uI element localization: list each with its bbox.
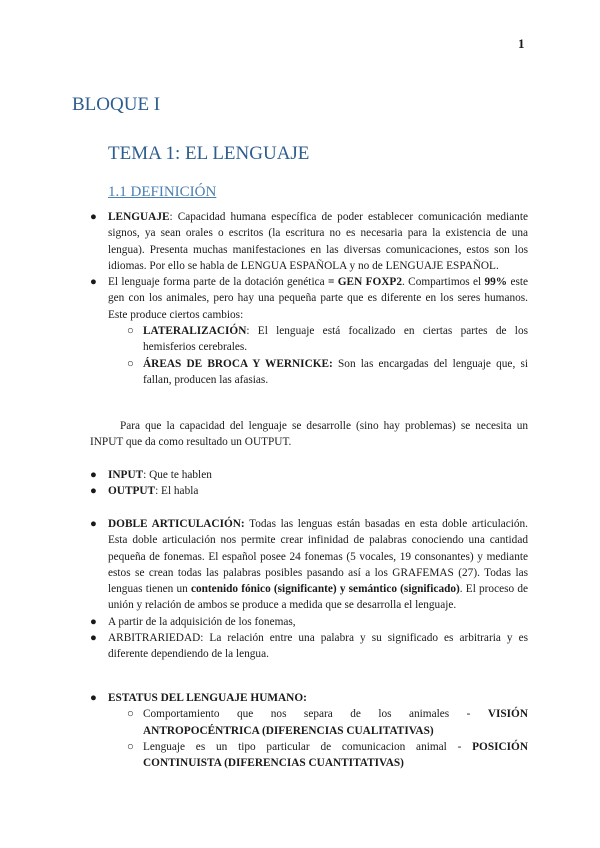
bullet-output: ● OUTPUT: El habla — [90, 483, 528, 499]
bullet-lenguaje: ● LENGUAJE: Capacidad humana específica de poder establecer comunicación mediante signos, ya sean orales o escritos (la escritura no es necesaria para la existencia de una lengua). Presenta muchas manifestaciones en las diversas comunicaciones, estos son los idiomas. Por ello se habla de LENGUA ESPAÑOLA y no de LENGUAJE ESPAÑOL. — [90, 211, 528, 272]
section-heading: 1.1 DEFINICIÓN — [108, 184, 217, 200]
bullet-fonemas: ● A partir de la adquisición de los fonemas, — [90, 614, 528, 630]
sub-bullet-marker: ○ — [127, 357, 134, 370]
bullet-marker: ● — [90, 485, 97, 498]
bullet-dotacion: ● El lenguaje forma parte de la dotación genética = GEN FOXP2. Compartimos el 99% este gen con los animales, pero hay una pequeña parte que es diferente en los seres humanos. Este produce ciertos cambios: — [90, 276, 529, 321]
sub-vision-antropocentrica: ○ Comportamiento que nos separa de los animales - VISIÓN ANTROPOCÉNTRICA (DIFERENCIAS CUALITATIVAS) — [127, 708, 528, 737]
bullet-marker: ● — [90, 276, 97, 289]
bullet-marker: ● — [90, 211, 97, 223]
bullet-list-1 — [90, 209, 528, 388]
sub-areas: ○ ÁREAS DE BROCA Y WERNICKE: Son las encargadas del lenguaje que, si fallan, producen las afasias. — [127, 357, 528, 386]
bullet-doble-articulacion: ● DOBLE ARTICULACIÓN: Todas las lenguas están basadas en esta doble articulación. Esta doble articulación nos permite crear infinidad de palabras conociendo una cantidad pequeña de fonemas. El español posee 24 fonemas (5 vocales, 19 consonantes) y mediante estos se crean todas las palabras posibles pasando así a los GRAFEMAS (27). Todas las lenguas tienen un contenido fónico (significante) y semántico (significado). El proceso de unión y relación de ambos se produce a medida que se desarrolla el lenguaje. — [90, 518, 529, 612]
bloque-heading: BLOQUE I — [72, 94, 161, 115]
bullet-input: ● INPUT: Que te hablen — [90, 467, 528, 483]
sub-posicion-continuista: ○ Lenguaje es un tipo particular de comunicacion animal - POSICIÓN CONTINUISTA (DIFERENCIAS CUANTITATIVAS) — [127, 740, 528, 770]
bullet-marker: ● — [90, 518, 97, 530]
sub-lateralizacion: ○ LATERALIZACIÓN: El lenguaje está focalizado en ciertas partes de los hemisferios cerebrales. — [127, 325, 528, 354]
sub-bullet-marker: ○ — [127, 740, 134, 753]
bullet-marker: ● — [90, 632, 97, 645]
sub-bullet-marker: ○ — [127, 325, 134, 338]
input-paragraph: Para que la capacidad del lenguaje se desarrolle (sino hay problemas) se necesita un INPUT que da como resultado un OUTPUT. — [90, 420, 528, 449]
bullet-marker: ● — [90, 615, 97, 628]
term-lenguaje: LENGUAJE — [108, 211, 170, 223]
bullet-list-2 — [90, 467, 528, 500]
bullet-list-3 — [90, 516, 528, 663]
bullet-marker: ● — [90, 692, 97, 704]
bullet-marker: ● — [90, 469, 97, 481]
bullet-estatus: ● ESTATUS DEL LENGUAJE HUMANO: — [90, 690, 528, 706]
page-number: 1 — [518, 36, 525, 51]
tema-heading: TEMA 1: EL LENGUAJE — [108, 143, 310, 164]
sub-bullet-marker: ○ — [127, 708, 134, 721]
input-paragraph-block — [90, 418, 528, 451]
bullet-arbitrariedad: ● ARBITRARIEDAD: La relación entre una palabra y su significado es arbitraria y es diferente dependiendo de la lengua. — [90, 632, 528, 661]
bullet-list-4 — [90, 690, 528, 771]
